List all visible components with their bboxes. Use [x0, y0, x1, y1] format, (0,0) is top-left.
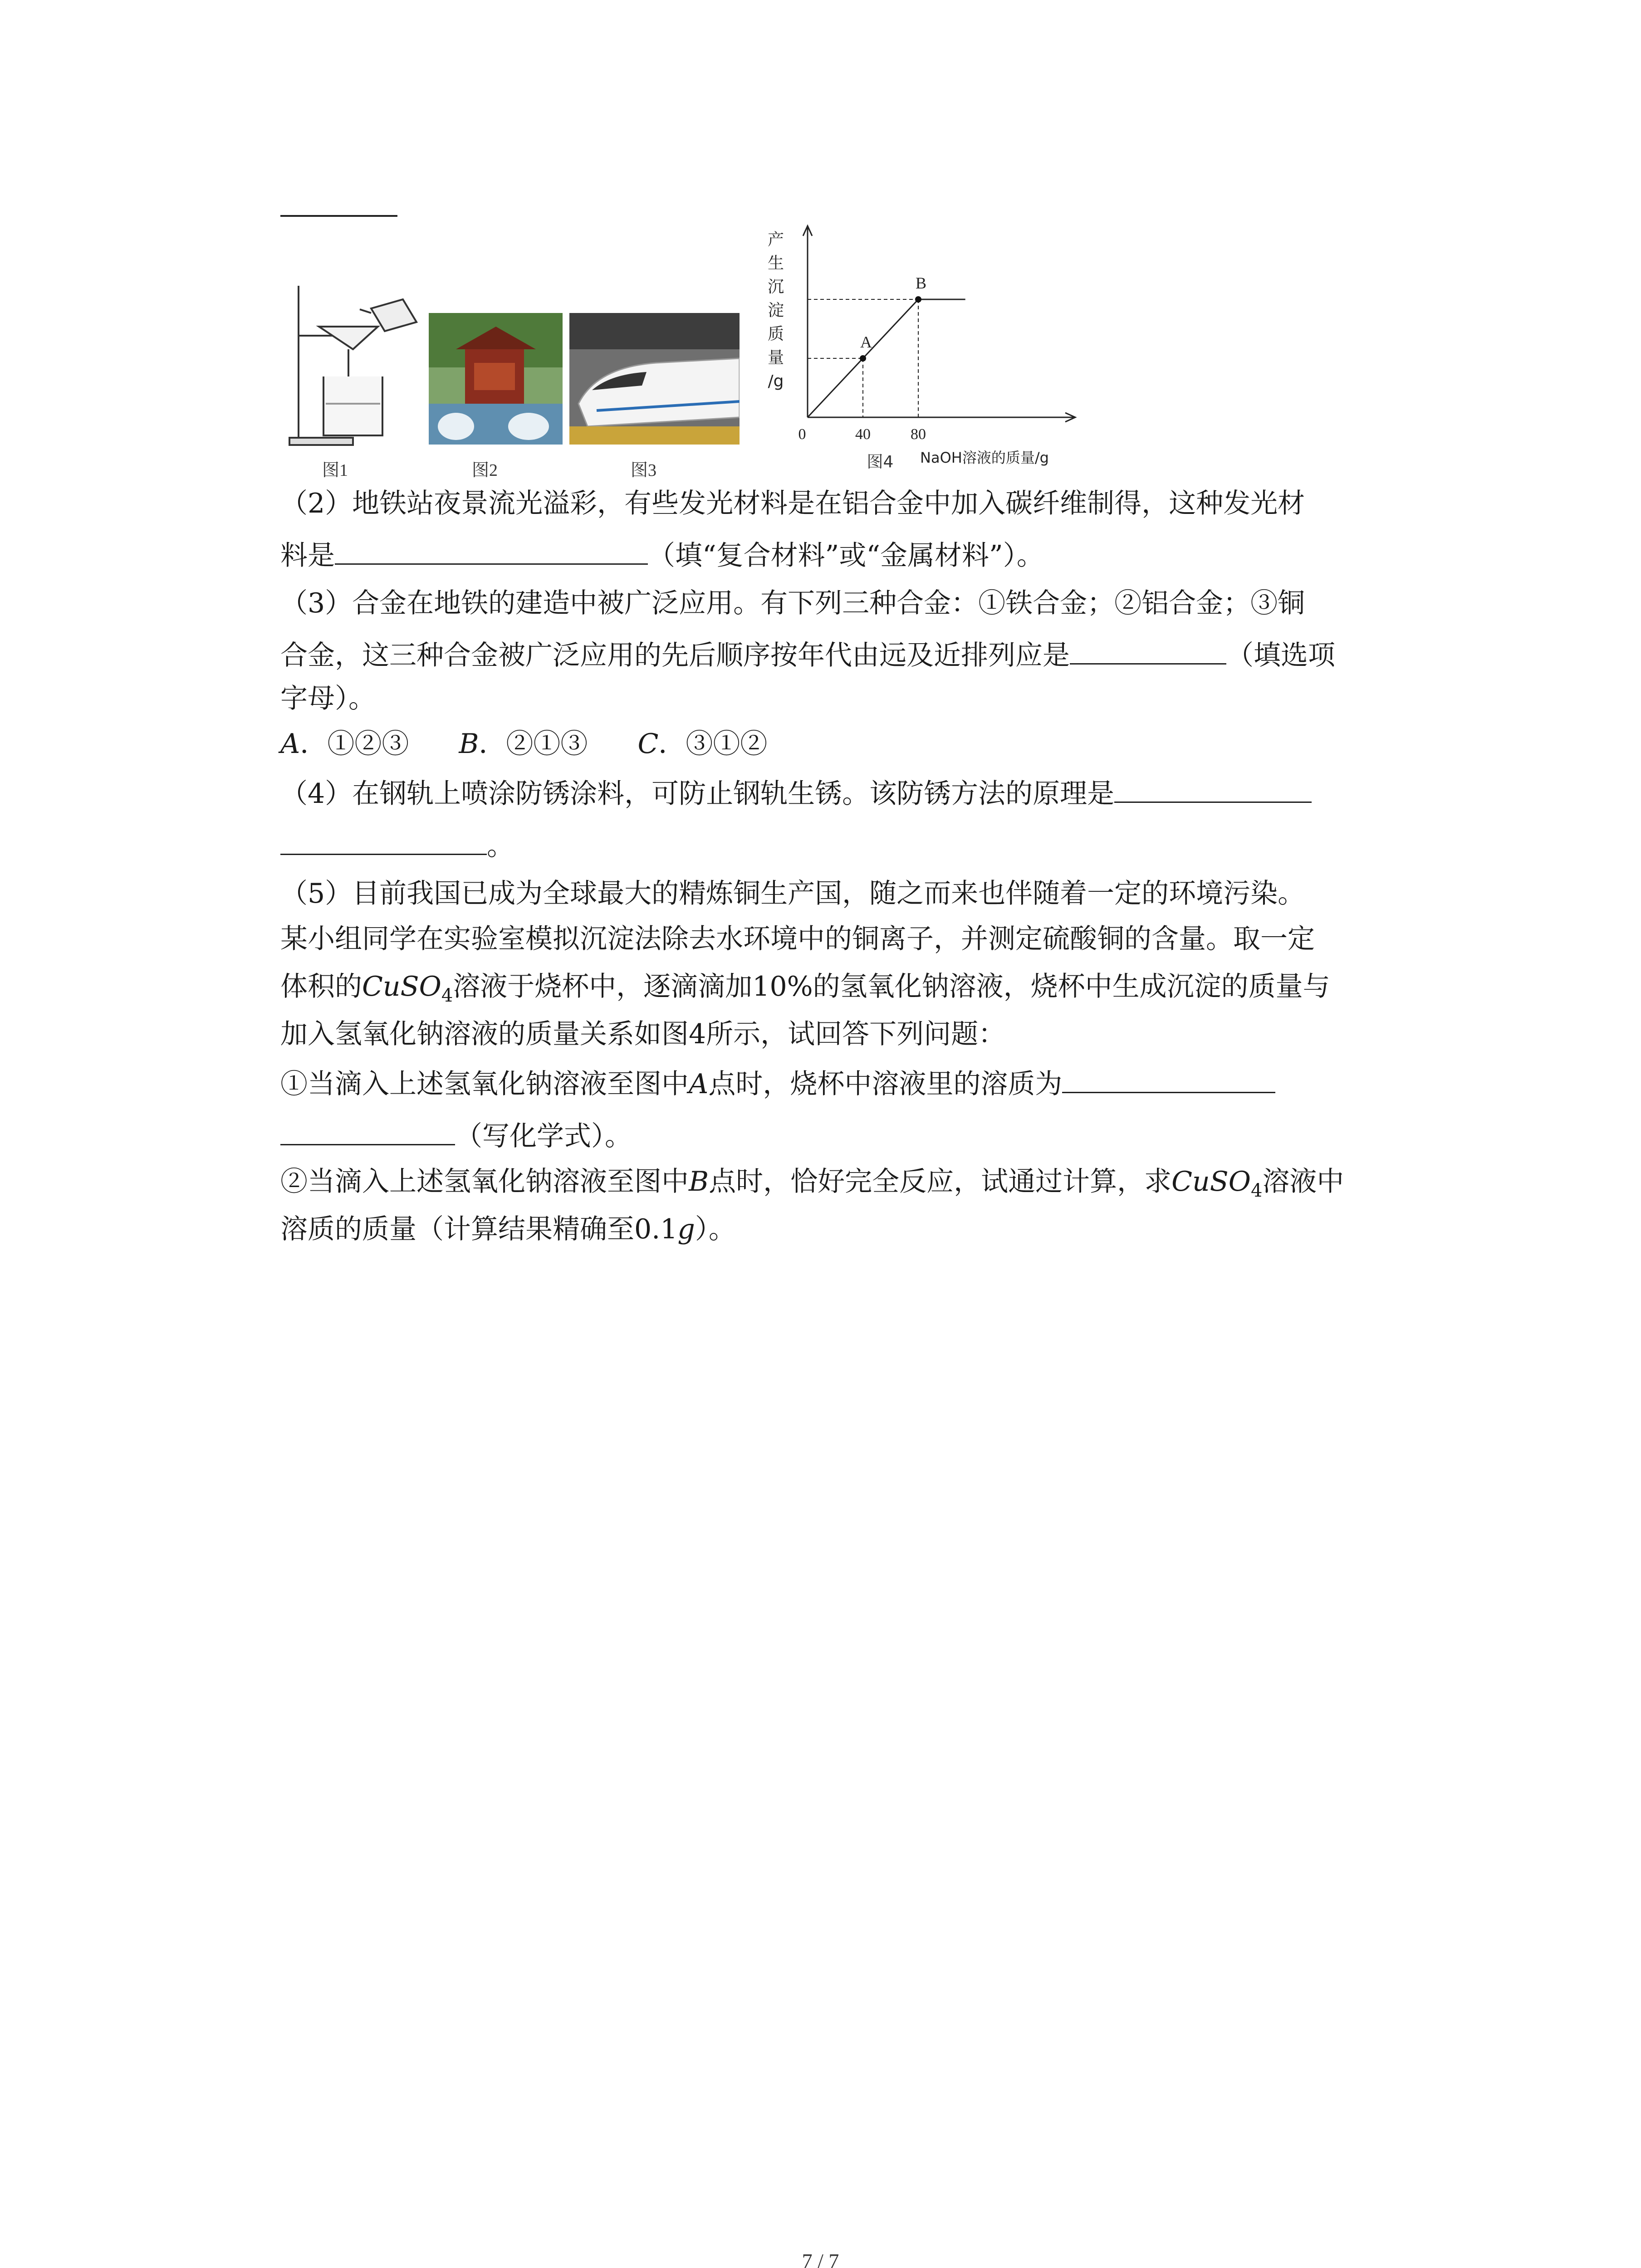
q3-answer-blank[interactable]: [1070, 635, 1226, 665]
q3-line2: [280, 635, 1335, 674]
q3-option-b: ．②①③: [479, 728, 588, 760]
figure-3-caption: 图3: [631, 461, 657, 480]
q5-sub2-line2: [280, 1211, 736, 1247]
q4-line1-text: （4）在钢轨上喷涂防锈涂料，可防止钢轨生锈。该防锈方法的原理是: [280, 778, 1115, 810]
data-point-label-A: A: [860, 333, 872, 351]
q5-sub1-mid: 点时，烧杯中溶液里的溶质为: [708, 1068, 1063, 1100]
figure-3-train-photo: [569, 313, 740, 445]
data-point-A: [860, 355, 866, 362]
y-axis-label-char: 质: [767, 325, 784, 343]
top-answer-blank: [280, 215, 397, 217]
q5-sub2-point: B: [689, 1166, 709, 1198]
q3-option-a: ．①②③: [300, 728, 409, 760]
q2-line2-end: （填“复合材料”或“金属材料”）。: [648, 540, 1044, 572]
q2-line2-start: 料是: [280, 540, 335, 572]
q5-line3-end: 溶液于烧杯中，逐滴滴加10%的氢氧化钠溶液，烧杯中生成沉淀的质量与: [453, 971, 1330, 1002]
figure-2-pavilion-photo: [429, 313, 563, 445]
q3-line2-end: （填选项: [1226, 640, 1335, 671]
q5-line3-start: 体积的: [280, 971, 362, 1002]
q5-sub2-line2-text: 溶质的质量（计算结果精确至0.1: [280, 1213, 678, 1245]
q5-sub2-unit: g: [677, 1213, 695, 1245]
q5-sub2-start: ②当滴入上述氢氧化钠溶液至图中: [280, 1166, 689, 1198]
q3-option-c-letter: C: [637, 728, 659, 760]
x-tick-label: 0: [798, 426, 806, 443]
q5-sub1-answer-blank-2[interactable]: [280, 1116, 455, 1145]
q5-sub2-line2-end: ）。: [695, 1213, 736, 1245]
q3-line2-start: 合金，这三种合金被广泛应用的先后顺序按年代由远及近排列应是: [280, 640, 1070, 671]
q5-sub1-end: （写化学式）。: [455, 1120, 632, 1152]
figure-2-caption: 图2: [472, 461, 498, 480]
q5-line2: 某小组同学在实验室模拟沉淀法除去水环境中的铜离子，并测定硫酸铜的含量。取一定: [280, 923, 1315, 955]
figure-1-filtration-apparatus: [280, 281, 426, 454]
q5-formula-cuso4: CuSO: [362, 971, 441, 1002]
y-axis-label-char: 生: [767, 254, 784, 273]
q5-line1: （5）目前我国已成为全球最大的精炼铜生产国，随之而来也伴随着一定的环境污染。: [280, 878, 1305, 909]
x-axis-label: NaOH溶液的质量/g: [920, 449, 1049, 466]
q4-line1: [280, 773, 1312, 812]
figure-1-caption: 图1: [322, 461, 348, 480]
y-axis-label-char: 产: [767, 230, 784, 249]
figure-4-chart: [758, 218, 1084, 472]
data-point-B: [915, 296, 921, 303]
q3-line3: 字母）。: [280, 683, 376, 714]
q5-line3: [280, 968, 1330, 1014]
x-tick-label: 80: [911, 426, 926, 443]
q3-option-a-letter: A: [280, 728, 300, 760]
y-axis-label-char: /g: [768, 372, 784, 391]
q4-answer-blank-2[interactable]: [280, 826, 487, 855]
q3-option-c: ．③①②: [658, 728, 768, 760]
q5-sub2-end: 溶液中: [1262, 1166, 1344, 1198]
figure-4-caption: 图4: [867, 453, 894, 471]
series-line: [808, 299, 965, 417]
page-number: 7 / 7: [802, 2249, 839, 2268]
q4-line2-end: 。: [487, 830, 514, 862]
q5-sub2-formula-subscript: 4: [1250, 1180, 1263, 1201]
q5-sub1-line1: [280, 1064, 1275, 1102]
q2-line1: （2）地铁站夜景流光溢彩，有些发光材料是在铝合金中加入碳纤维制得，这种发光材: [280, 488, 1305, 519]
q3-option-b-letter: B: [459, 728, 479, 760]
data-point-label-B: B: [916, 274, 927, 292]
x-tick-label: 40: [855, 426, 871, 443]
q5-sub1-answer-blank-1[interactable]: [1062, 1064, 1275, 1093]
q2-line2: [280, 535, 1044, 574]
q5-sub1-point: A: [689, 1068, 709, 1100]
q4-answer-blank-1[interactable]: [1114, 773, 1312, 803]
q4-line2: [280, 826, 514, 864]
q2-answer-blank[interactable]: [335, 535, 648, 565]
q5-sub2-mid: 点时，恰好完全反应，试通过计算，求: [709, 1166, 1172, 1198]
q5-sub1-start: ①当滴入上述氢氧化钠溶液至图中: [280, 1068, 689, 1100]
q3-line1: （3）合金在地铁的建造中被广泛应用。有下列三种合金：①铁合金；②铝合金；③铜: [280, 587, 1305, 619]
q5-line4: 加入氢氧化钠溶液的质量关系如图4所示，试回答下列问题：: [280, 1018, 1006, 1050]
q5-sub1-line2: [280, 1116, 632, 1154]
q3-options: [280, 726, 767, 762]
y-axis-label-char: 沉: [767, 278, 784, 296]
y-axis-label-char: 淀: [767, 301, 784, 320]
y-axis-label-char: 量: [767, 348, 784, 367]
q5-sub2-line1: [280, 1163, 1344, 1209]
q5-formula-subscript: 4: [441, 985, 453, 1006]
q5-sub2-formula: CuSO: [1171, 1166, 1251, 1198]
